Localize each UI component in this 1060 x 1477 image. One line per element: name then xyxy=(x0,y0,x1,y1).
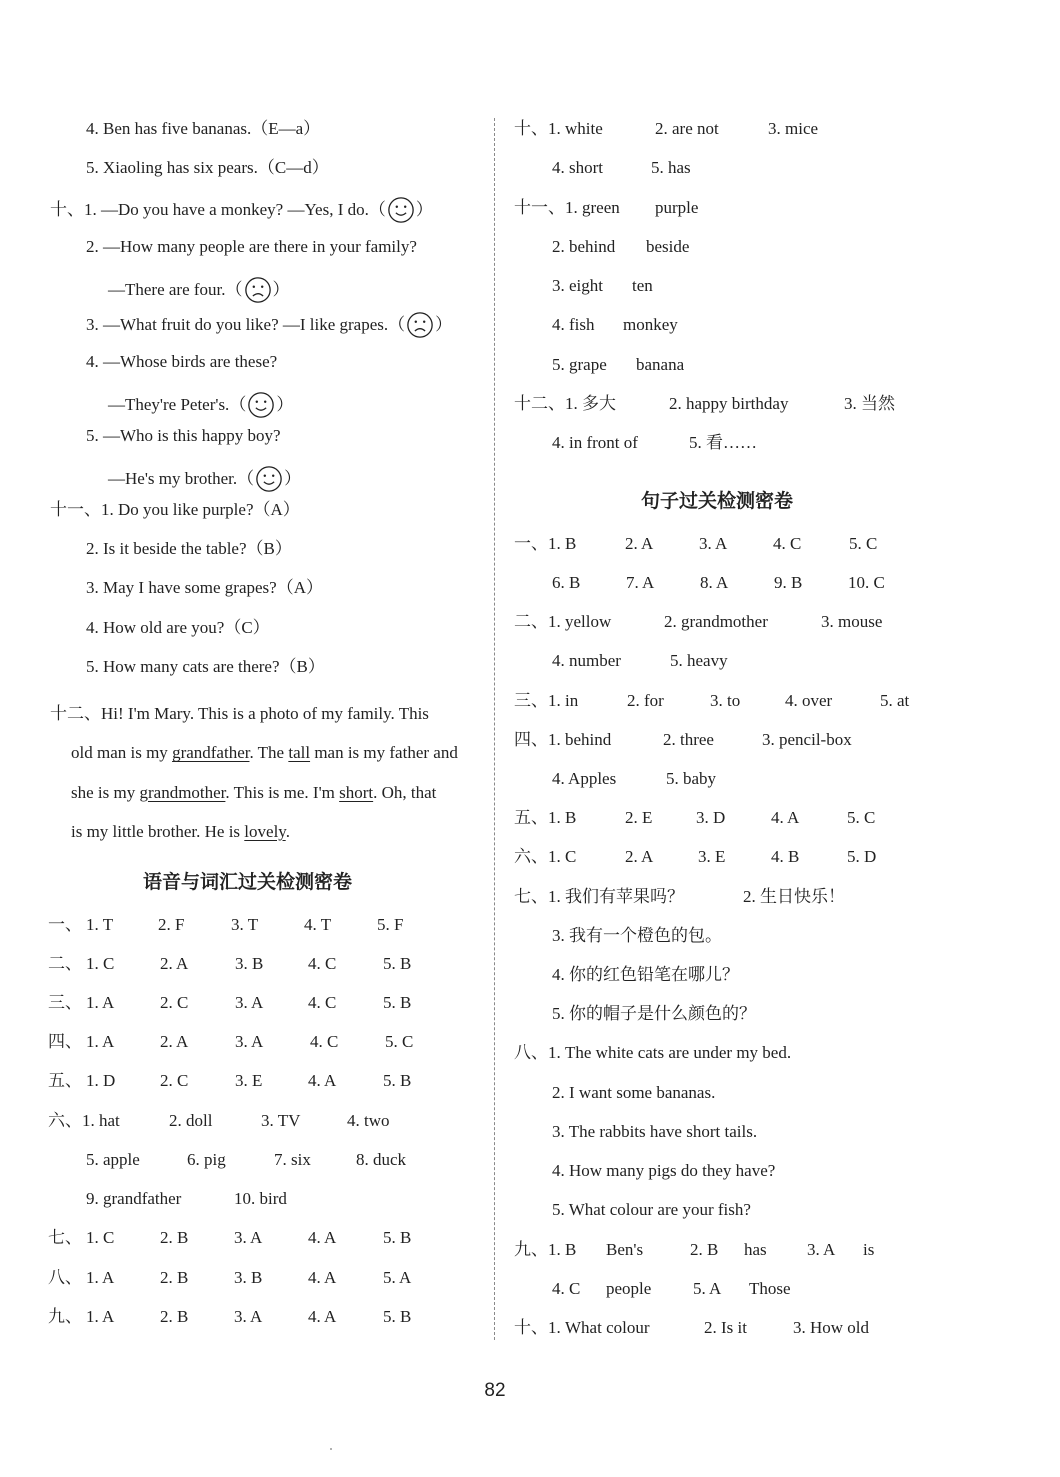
row-lead: 一、 xyxy=(48,915,82,934)
answer-item: 七、1. 我们有苹果吗？ xyxy=(514,887,684,906)
passage-text: Hi! I'm Mary. This is a photo of my family. This xyxy=(101,704,429,723)
grid-item: 4. C xyxy=(310,1032,339,1051)
answer-item: 4. short xyxy=(552,158,603,177)
grid-item: 4. C xyxy=(308,954,337,973)
row-lead: 七、 xyxy=(48,1228,82,1247)
answer-item: 2. behind xyxy=(552,237,616,256)
grid-item: 3. B xyxy=(235,954,264,973)
q10-reply: —They're Peter's. xyxy=(108,395,230,414)
grid-item: 1. A xyxy=(86,1268,115,1287)
answer-line: 2. I want some bananas. xyxy=(552,1083,716,1102)
grid-item: 3. A xyxy=(235,1032,264,1051)
answer-line: 4. Ben has five bananas.（E—a） xyxy=(86,119,321,138)
answer-item: 3. How old xyxy=(793,1318,870,1337)
grid-item: 1. D xyxy=(86,1071,116,1090)
answer-item: 6. B xyxy=(552,573,581,592)
grid-item: 4. C xyxy=(308,993,337,1012)
answer-item: 十二、1. 多大 xyxy=(514,394,616,413)
grid-item: 2. C xyxy=(160,993,189,1012)
grid-item: 5. F xyxy=(377,915,404,934)
q10-line-5: 5. —Who is this happy boy? xyxy=(86,426,281,445)
answer-item: 4. in front of xyxy=(552,433,638,452)
passage-text: . xyxy=(285,821,290,841)
answer-item: Those xyxy=(749,1279,791,1298)
answer-item: 3. A xyxy=(807,1240,836,1259)
q10-line-2: 2. —How many people are there in your family? xyxy=(86,237,417,256)
answer-item: 十、1. What colour xyxy=(514,1318,650,1337)
grid-item: 2. B xyxy=(160,1307,189,1326)
grid-item: 六、1. hat xyxy=(48,1111,120,1130)
q10-number: 十、1. xyxy=(50,200,97,219)
q10-line-3: 3. —What fruit do you like? —I like grapes.（ ） xyxy=(86,311,452,339)
grid-item: 1. T xyxy=(86,915,114,934)
section-title: 语音与词汇过关检测密卷 xyxy=(143,871,353,893)
grid-item: 2. C xyxy=(160,1071,189,1090)
answer-item: 4. A xyxy=(771,808,800,827)
answer-item: 六、1. C xyxy=(514,847,577,866)
answer-item: 3. D xyxy=(696,808,726,827)
answer-item: 5. C xyxy=(847,808,876,827)
grid-item: 3. B xyxy=(234,1268,263,1287)
grid-item: 2. B xyxy=(160,1268,189,1287)
q11-line: 十一、1. Do you like purple?（A） xyxy=(50,500,300,519)
smile-face-icon xyxy=(387,196,415,224)
answer-item: 5. A xyxy=(693,1279,722,1298)
answer-word: grandfather xyxy=(172,743,250,763)
q11-line: 3. May I have some grapes?（A） xyxy=(86,578,323,597)
answer-item: 9. B xyxy=(774,573,803,592)
q11-line: 5. How many cats are there?（B） xyxy=(86,657,325,676)
grid-item: 1. A xyxy=(86,993,115,1012)
row-lead: 八、 xyxy=(48,1268,82,1287)
row-lead: 二、 xyxy=(48,954,82,973)
answer-item: 4. number xyxy=(552,651,621,670)
answer-item: 二、1. yellow xyxy=(514,612,612,631)
grid-item: 6. pig xyxy=(187,1150,226,1169)
answer-word: grandmother xyxy=(139,782,226,802)
answer-item: 四、1. behind xyxy=(514,730,612,749)
answer-item: 2. A xyxy=(625,534,654,553)
answer-item: 7. A xyxy=(626,573,655,592)
grid-item: 5. B xyxy=(383,1307,412,1326)
answer-item: 一、1. B xyxy=(514,534,577,553)
answer-item: 十、1. white xyxy=(514,119,603,138)
smile-face-icon xyxy=(247,391,275,419)
grid-item: 3. A xyxy=(234,1228,263,1247)
answer-item: 3. mouse xyxy=(821,612,883,631)
column-divider xyxy=(494,118,495,1340)
q10-reply: —There are four. xyxy=(108,280,226,299)
answer-item: is xyxy=(863,1240,875,1259)
grid-item: 5. apple xyxy=(86,1150,140,1169)
answer-item: 2. are not xyxy=(655,119,719,138)
passage-text: old man is my xyxy=(71,743,173,763)
sad-face-icon xyxy=(406,311,434,339)
grid-item: 5. C xyxy=(385,1032,414,1051)
passage-text: . Oh, that xyxy=(373,782,437,802)
answer-item: 4. over xyxy=(785,691,833,710)
answer-item: 5. baby xyxy=(666,769,717,788)
answer-item: 5. C xyxy=(849,534,878,553)
grid-item: 10. bird xyxy=(234,1189,287,1208)
grid-item: 4. A xyxy=(308,1307,337,1326)
passage-text: . The xyxy=(249,743,289,763)
answer-item: 3. 当然 xyxy=(844,394,895,413)
grid-item: 3. T xyxy=(231,915,259,934)
smile-face-icon xyxy=(255,465,283,493)
grid-item: 4. two xyxy=(347,1111,390,1130)
answer-item: Ben's xyxy=(606,1240,644,1259)
row-lead: 五、 xyxy=(48,1071,82,1090)
answer-item: has xyxy=(744,1240,767,1259)
answer-item: 3. A xyxy=(699,534,728,553)
q10-dialogue: 3. —What fruit do you like? —I like grapes. xyxy=(86,315,389,334)
answer-item: ten xyxy=(632,276,653,295)
passage-text: man is my father and xyxy=(310,743,458,763)
grid-item: 3. TV xyxy=(261,1111,301,1130)
answer-item: 5. grape xyxy=(552,355,607,374)
answer-line: 4. 你的红色铅笔在哪儿？ xyxy=(552,965,739,984)
sad-face-icon xyxy=(244,276,272,304)
answer-item: 3. pencil-box xyxy=(762,730,852,749)
grid-item: 2. A xyxy=(160,954,189,973)
q11-line: 4. How old are you?（C） xyxy=(86,618,270,637)
grid-item: 3. A xyxy=(235,993,264,1012)
grid-item: 2. doll xyxy=(169,1111,213,1130)
answer-line: 5. Xiaoling has six pears.（C—d） xyxy=(86,158,329,177)
q10-line-1: 十、1. —Do you have a monkey? —Yes, I do.（ ） xyxy=(50,196,433,224)
answer-item: beside xyxy=(646,237,690,256)
answer-line: 5. What colour are your fish? xyxy=(552,1200,751,1219)
grid-item: 5. B xyxy=(383,993,412,1012)
grid-item: 3. A xyxy=(234,1307,263,1326)
passage-text: she is my xyxy=(71,782,140,802)
answer-item: 2. Is it xyxy=(704,1318,747,1337)
grid-item: 2. B xyxy=(160,1228,189,1247)
grid-item: 4. A xyxy=(308,1071,337,1090)
row-lead: 三、 xyxy=(48,993,82,1012)
grid-item: 2. A xyxy=(160,1032,189,1051)
grid-item: 4. T xyxy=(304,915,332,934)
q10-line-5b: —He's my brother.（ ） xyxy=(108,465,301,493)
section-title: 句子过关检测密卷 xyxy=(641,490,794,512)
q12-passage xyxy=(50,694,474,851)
row-lead: 四、 xyxy=(48,1032,82,1051)
answer-item: 4. C xyxy=(773,534,802,553)
answer-item: 8. A xyxy=(700,573,729,592)
answer-item: 3. E xyxy=(698,847,726,866)
answer-item: 2. B xyxy=(690,1240,719,1259)
answer-item: banana xyxy=(636,355,685,374)
answer-word: tall xyxy=(288,743,311,763)
answer-line: 5. 你的帽子是什么颜色的？ xyxy=(552,1004,756,1023)
answer-item: 2. A xyxy=(625,847,654,866)
answer-item: monkey xyxy=(623,315,678,334)
q10-reply: —He's my brother. xyxy=(108,469,238,488)
answer-item: 4. B xyxy=(771,847,800,866)
answer-item: 5. has xyxy=(651,158,691,177)
answer-item: 5. heavy xyxy=(670,651,728,670)
answer-item: 4. C xyxy=(552,1279,581,1298)
answer-item: 五、1. B xyxy=(514,808,577,827)
page-number: 82 xyxy=(484,1380,506,1401)
answer-item: 5. at xyxy=(880,691,910,710)
grid-item: 1. C xyxy=(86,1228,115,1247)
grid-item: 5. B xyxy=(383,1228,412,1247)
answer-line: 4. How many pigs do they have? xyxy=(552,1161,776,1180)
answer-item: 3. to xyxy=(710,691,741,710)
answer-item: 2. E xyxy=(625,808,653,827)
passage-text: . This is me. I'm xyxy=(225,782,340,802)
grid-item: 4. A xyxy=(308,1268,337,1287)
q10-line-4b: —They're Peter's.（ ） xyxy=(108,391,293,419)
q10-dialogue: —Do you have a monkey? —Yes, I do. xyxy=(101,200,369,219)
scan-speck xyxy=(330,1448,332,1450)
answer-item: 2. three xyxy=(663,730,714,749)
answer-item: 10. C xyxy=(848,573,885,592)
answer-item: 3. eight xyxy=(552,276,603,295)
grid-item: 5. B xyxy=(383,1071,412,1090)
grid-item: 1. A xyxy=(86,1032,115,1051)
grid-item: 4. A xyxy=(308,1228,337,1247)
answer-item: purple xyxy=(655,198,699,217)
answer-item: 5. 看…… xyxy=(689,433,757,452)
grid-item: 5. B xyxy=(383,954,412,973)
answer-item: 3. mice xyxy=(768,119,819,138)
passage-text: is my little brother. He is xyxy=(71,821,245,841)
answer-item: 2. happy birthday xyxy=(669,394,789,413)
answer-word: short xyxy=(339,782,374,802)
q10-line-2b: —There are four.（ ） xyxy=(108,276,290,304)
answer-item: 十一、1. green xyxy=(514,198,620,217)
grid-item: 9. grandfather xyxy=(86,1189,182,1208)
q11-line: 2. Is it beside the table?（B） xyxy=(86,539,292,558)
row-lead: 九、 xyxy=(48,1307,82,1326)
answer-item: 4. fish xyxy=(552,315,595,334)
answer-line: 3. 我有一个橙色的包。 xyxy=(552,926,722,945)
q10-line-4: 4. —Whose birds are these? xyxy=(86,352,278,371)
answer-word: lovely xyxy=(244,821,286,841)
grid-item: 2. F xyxy=(158,915,185,934)
answer-item: 2. for xyxy=(627,691,664,710)
answer-item: 九、1. B xyxy=(514,1240,577,1259)
answer-item: 三、1. in xyxy=(514,691,579,710)
grid-item: 1. A xyxy=(86,1307,115,1326)
grid-item: 1. C xyxy=(86,954,115,973)
answer-item: people xyxy=(606,1279,652,1298)
answer-item: 4. Apples xyxy=(552,769,617,788)
grid-item: 7. six xyxy=(274,1150,311,1169)
grid-item: 8. duck xyxy=(356,1150,407,1169)
answer-line: 3. The rabbits have short tails. xyxy=(552,1122,758,1141)
answer-item: 2. grandmother xyxy=(664,612,768,631)
answer-item: 2. 生日快乐！ xyxy=(743,887,845,906)
grid-item: 5. A xyxy=(383,1268,412,1287)
q12-number: 十二、 xyxy=(50,704,101,723)
answer-line: 八、1. The white cats are under my bed. xyxy=(514,1043,792,1062)
answer-item: 5. D xyxy=(847,847,877,866)
grid-item: 3. E xyxy=(235,1071,263,1090)
